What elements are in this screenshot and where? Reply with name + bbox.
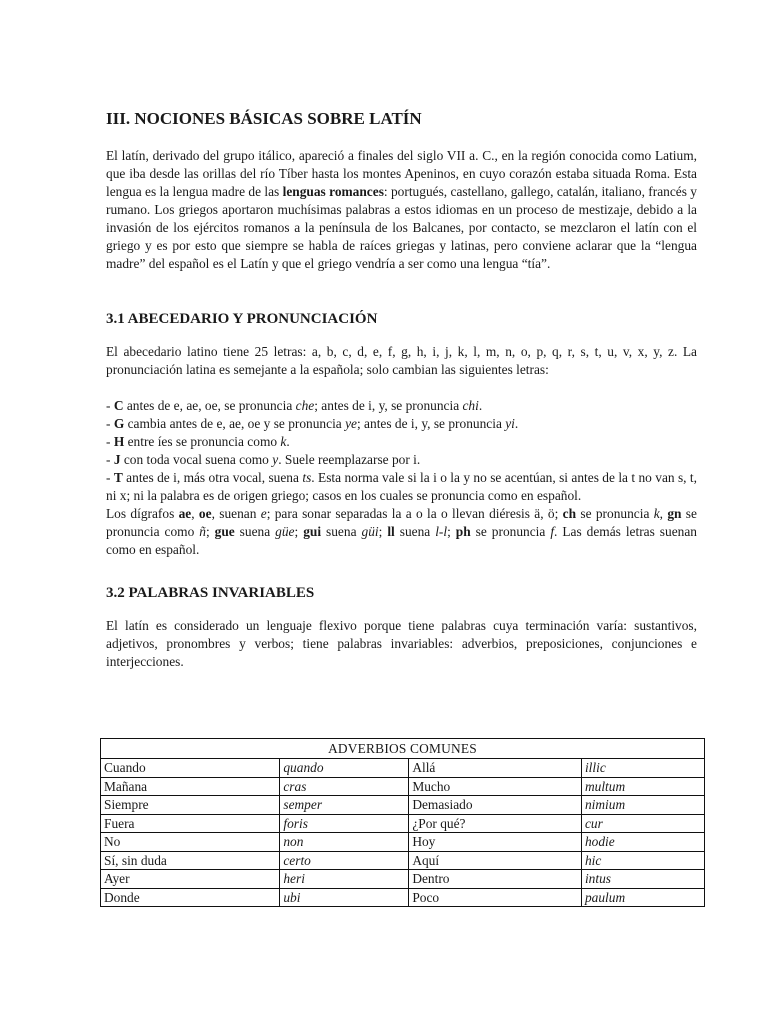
list-item	[106, 451, 697, 469]
spanish-cell: ¿Por qué?	[409, 814, 582, 833]
bold-text: ph	[455, 524, 471, 539]
alphabet-paragraph: El abecedario latino tiene 25 letras: a, b, c, d, e, f, g, h, i, j, k, l, m, n, o, p, q, r, s, t, u, v, x, y, z. La pronunciación latina es semejante a la española; solo cambian las siguientes letras:	[106, 344, 697, 377]
text: . Esta norma vale si la i o la y no se acentúan, si antes de la t no van s, t, ni x; ni la palabra es de origen griego; casos en los cuales se pronuncia como en español.	[106, 470, 697, 503]
table-header-row	[101, 739, 705, 759]
subsection-title-alphabet: 3.1 ABECEDARIO Y PRONUNCIACIÓN	[106, 311, 378, 327]
invariables-paragraph: El latín es considerado un lenguaje flexivo porque tiene palabras cuya terminación varía: sustantivos, adjetivos, pronombres y verbos; tiene palabras invariables: adverbios, preposiciones, conjunciones e interjecciones.	[106, 618, 697, 669]
text: ,	[659, 506, 668, 521]
bold-text: ll	[387, 524, 395, 539]
bold-text: ae	[178, 506, 192, 521]
spanish-cell: Donde	[101, 888, 280, 907]
list-item	[106, 469, 697, 505]
italic-text: l-l	[435, 524, 448, 539]
text: suena	[321, 524, 362, 539]
latin-cell: cur	[581, 814, 704, 833]
table-row	[101, 851, 705, 870]
list-item	[106, 415, 697, 433]
spanish-cell: No	[101, 833, 280, 852]
spanish-cell: Cuando	[101, 759, 280, 778]
spanish-cell: Mucho	[409, 777, 582, 796]
text: ,	[191, 506, 199, 521]
text: antes de i, más otra vocal, suena	[122, 470, 303, 485]
text: .	[478, 398, 483, 413]
latin-cell: foris	[280, 814, 409, 833]
latin-cell: ubi	[280, 888, 409, 907]
spanish-cell: Poco	[409, 888, 582, 907]
pronunciation-list	[106, 397, 697, 559]
dash: -	[106, 434, 114, 449]
subsection-title-invariables: 3.2 PALABRAS INVARIABLES	[106, 585, 315, 601]
table-row	[101, 759, 705, 778]
list-item	[106, 397, 697, 415]
latin-cell: non	[280, 833, 409, 852]
text: ;	[205, 524, 215, 539]
text: ; antes de i, y, se pronuncia	[356, 416, 506, 431]
latin-cell: hodie	[581, 833, 704, 852]
spanish-cell: Sí, sin duda	[101, 851, 280, 870]
text: se pronuncia	[576, 506, 654, 521]
spanish-cell: Mañana	[101, 777, 280, 796]
intro-text-1: El latín, derivado del grupo itálico, apareció a finales del siglo VII a. C., en la región conocida como Latium, que iba desde las orillas del río Tíber hasta los montes Apeninos, en cuyo corazón estaba situada Roma. Esta lengua es la lengua madre de las	[106, 148, 697, 199]
spanish-cell: Allá	[409, 759, 582, 778]
spanish-cell: Aquí	[409, 851, 582, 870]
text: .	[286, 434, 290, 449]
text: con toda vocal suena como	[120, 452, 273, 467]
dash: -	[106, 470, 114, 485]
latin-cell: nimium	[581, 796, 704, 815]
list-item	[106, 433, 697, 451]
latin-cell: intus	[581, 870, 704, 889]
table-row	[101, 777, 705, 796]
text: . Suele reemplazarse por i.	[278, 452, 421, 467]
text: se pronuncia como	[106, 506, 697, 539]
text: Los dígrafos	[106, 506, 179, 521]
table-row	[101, 814, 705, 833]
italic-text: f	[550, 524, 555, 539]
table-row	[101, 833, 705, 852]
document-content	[106, 108, 697, 671]
text: suena	[234, 524, 276, 539]
italic-text: yi	[505, 416, 515, 431]
letter: J	[113, 452, 121, 467]
latin-cell: paulum	[581, 888, 704, 907]
dash: -	[106, 416, 114, 431]
letter: G	[113, 416, 125, 431]
dash: -	[106, 398, 114, 413]
text: ; antes de i, y, se pronuncia	[314, 398, 463, 413]
text: . Las demás letras suenan como en español.	[106, 524, 697, 557]
italic-text: ye	[345, 416, 357, 431]
text: ;	[294, 524, 304, 539]
text: antes de e, ae, oe, se pronuncia	[123, 398, 296, 413]
latin-cell: quando	[280, 759, 409, 778]
spanish-cell: Demasiado	[409, 796, 582, 815]
latin-cell: illic	[581, 759, 704, 778]
bold-text: ch	[562, 506, 577, 521]
italic-text: k	[280, 434, 287, 449]
spanish-cell: Siempre	[101, 796, 280, 815]
table-row	[101, 796, 705, 815]
italic-text: güe	[275, 524, 295, 539]
adverbs-table	[100, 738, 705, 907]
text: entre íes se pronuncia como	[124, 434, 281, 449]
section-title: III. NOCIONES BÁSICAS SOBRE LATÍN	[106, 109, 422, 128]
table-header: ADVERBIOS COMUNES	[101, 739, 705, 759]
dash: -	[106, 452, 114, 467]
letter: C	[113, 398, 124, 413]
text: ;	[447, 524, 456, 539]
latin-cell: hic	[581, 851, 704, 870]
latin-cell: certo	[280, 851, 409, 870]
digraphs-paragraph	[106, 505, 697, 559]
italic-text: y	[272, 452, 279, 467]
italic-text: ñ	[199, 524, 206, 539]
text: cambia antes de e, ae, oe y se pronuncia	[124, 416, 346, 431]
latin-cell: multum	[581, 777, 704, 796]
bold-text: gn	[667, 506, 682, 521]
spanish-cell: Ayer	[101, 870, 280, 889]
text: , suenan	[211, 506, 261, 521]
bold-text: gui	[303, 524, 322, 539]
text: suena	[394, 524, 436, 539]
spanish-cell: Hoy	[409, 833, 582, 852]
spanish-cell: Dentro	[409, 870, 582, 889]
spanish-cell: Fuera	[101, 814, 280, 833]
italic-text: che	[295, 398, 315, 413]
text: se pronuncia	[470, 524, 551, 539]
table-body	[101, 759, 705, 907]
italic-text: ts	[302, 470, 312, 485]
text: ; para sonar separadas la a o la o llevan diéresis ä, ö;	[266, 506, 563, 521]
italic-text: e	[260, 506, 267, 521]
bold-text: gue	[214, 524, 235, 539]
intro-bold: lenguas romances	[282, 184, 384, 199]
latin-cell: semper	[280, 796, 409, 815]
bold-text: oe	[198, 506, 212, 521]
intro-text-2: : portugués, castellano, gallego, catalán, italiano, francés y rumano. Los griegos aportaron muchísimas palabras a estos idiomas en un proceso de mestizaje, debido a la invasión de los ejércitos romanos a la península de los Balcanes, por contacto, se mezclaron el latín con el griego y es por esto que siempre se habla de raíces griegas y latinas, pero conviene aclarar que la “lengua madre” del español es el Latín y que el griego vendría a ser como una lengua “tía”.	[106, 184, 697, 271]
italic-text: chi	[462, 398, 479, 413]
latin-cell: heri	[280, 870, 409, 889]
table-row	[101, 888, 705, 907]
table-row	[101, 870, 705, 889]
text: .	[514, 416, 519, 431]
italic-text: k	[653, 506, 660, 521]
italic-text: güi	[361, 524, 379, 539]
latin-cell: cras	[280, 777, 409, 796]
letter: H	[113, 434, 125, 449]
letter: T	[113, 470, 123, 485]
intro-paragraph	[106, 147, 697, 273]
text: ;	[378, 524, 388, 539]
